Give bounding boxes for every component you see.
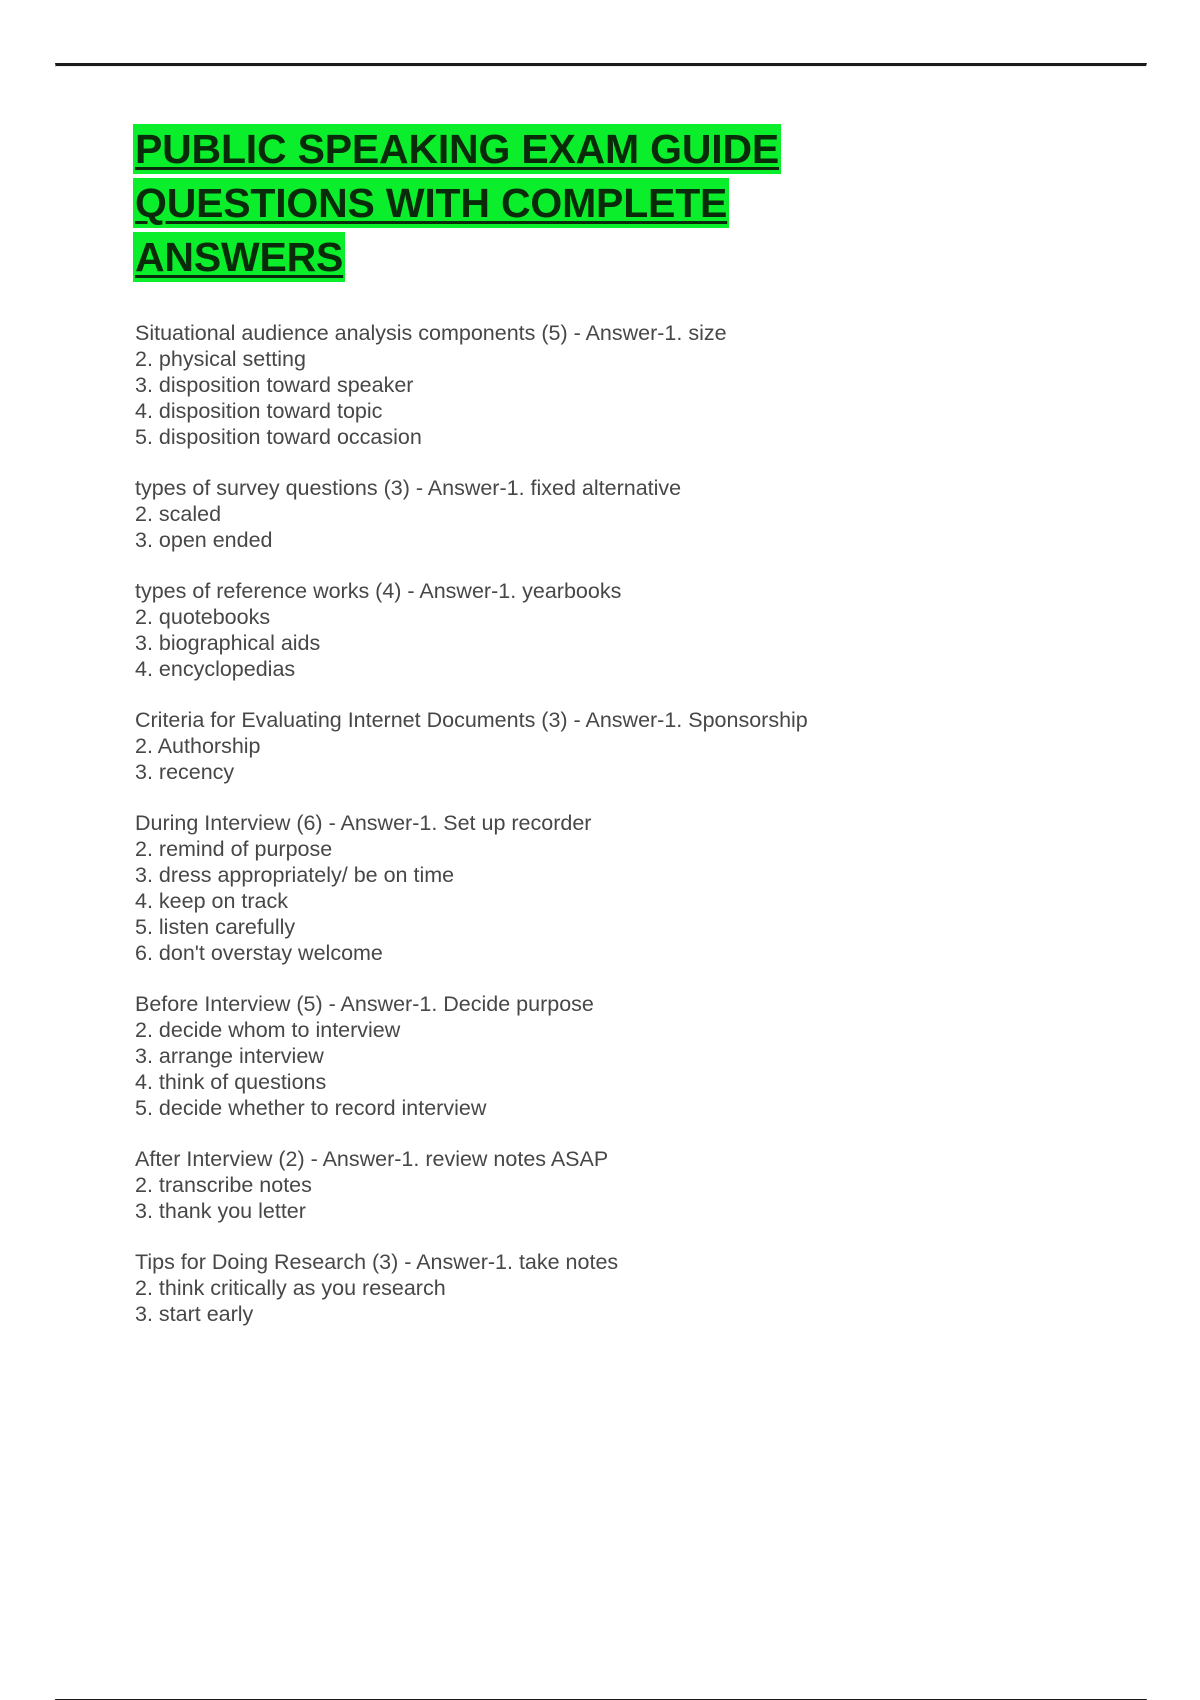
qa-line: During Interview (6) - Answer-1. Set up recorder: [135, 811, 592, 835]
qa-section: [135, 578, 1095, 682]
qa-line: 5. disposition toward occasion: [135, 425, 422, 449]
page-title-line-3: ANSWERS: [135, 234, 344, 280]
qa-line: 2. physical setting: [135, 347, 306, 371]
qa-line: 3. disposition toward speaker: [135, 373, 414, 397]
qa-line: 3. biographical aids: [135, 631, 321, 655]
qa-section: [135, 707, 1095, 785]
qa-line: types of reference works (4) - Answer-1. yearbooks: [135, 579, 622, 603]
qa-line: 3. arrange interview: [135, 1044, 324, 1068]
qa-line: 2. transcribe notes: [135, 1173, 312, 1197]
qa-section: [135, 1249, 1095, 1327]
document-content: [135, 122, 1095, 1327]
qa-line: 2. think critically as you research: [135, 1276, 446, 1300]
qa-line: 6. don't overstay welcome: [135, 941, 383, 965]
qa-line: Situational audience analysis components (5) - Answer-1. size: [135, 321, 727, 345]
header-divider: [55, 63, 1147, 67]
qa-line: 4. encyclopedias: [135, 657, 296, 681]
qa-line: types of survey questions (3) - Answer-1. fixed alternative: [135, 476, 682, 500]
qa-line: 4. keep on track: [135, 889, 288, 913]
page-title: [135, 122, 847, 284]
qa-line: 2. scaled: [135, 502, 222, 526]
qa-line: 2. decide whom to interview: [135, 1018, 401, 1042]
qa-line: 2. quotebooks: [135, 605, 271, 629]
page-title-line-2: QUESTIONS WITH COMPLETE: [135, 180, 728, 226]
qa-line: 2. Authorship: [135, 734, 261, 758]
qa-sections: [135, 320, 1095, 1327]
qa-section: [135, 475, 1095, 553]
qa-line: 2. remind of purpose: [135, 837, 333, 861]
qa-line: Tips for Doing Research (3) - Answer-1. take notes: [135, 1250, 619, 1274]
qa-line: 5. listen carefully: [135, 915, 296, 939]
qa-line: 4. think of questions: [135, 1070, 327, 1094]
qa-line: 3. recency: [135, 760, 235, 784]
qa-line: 3. dress appropriately/ be on time: [135, 863, 455, 887]
qa-section: [135, 991, 1095, 1121]
qa-line: After Interview (2) - Answer-1. review notes ASAP: [135, 1147, 609, 1171]
page-title-line-1: PUBLIC SPEAKING EXAM GUIDE: [135, 126, 780, 172]
qa-line: 3. thank you letter: [135, 1199, 306, 1223]
qa-section: [135, 1146, 1095, 1224]
qa-line: Before Interview (5) - Answer-1. Decide purpose: [135, 992, 594, 1016]
qa-line: 3. start early: [135, 1302, 254, 1326]
qa-section: [135, 810, 1095, 966]
qa-line: 5. decide whether to record interview: [135, 1096, 487, 1120]
qa-line: 4. disposition toward topic: [135, 399, 383, 423]
qa-line: 3. open ended: [135, 528, 273, 552]
qa-line: Criteria for Evaluating Internet Documents (3) - Answer-1. Sponsorship: [135, 708, 808, 732]
qa-section: [135, 320, 1095, 450]
